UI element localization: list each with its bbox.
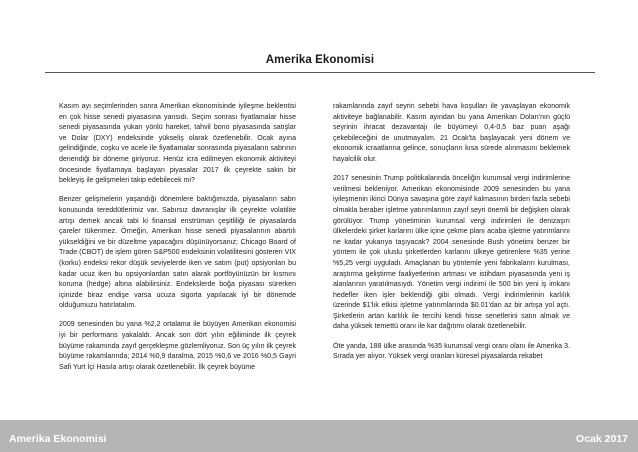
footer-date: Ocak 2017 bbox=[576, 433, 628, 445]
paragraph: Kasım ayı seçimlerinden sonra Amerikan ekonomisinde iyileşme beklentisi en çok hisse senedi piyasasına yansıdı. Seçim sonrası fiyatlamalar hisse senedi piyasasında yukarı yönlü hareket, tahvil bono piyasasında satışlar ve Dolar (DXY) endeksinde yükseliş olarak özetlenebilir. Ocak ayına gelindiğinde, coşku ve acele ile fiyatlamalar sonrasında piyasaların sabrının denendiği bir döneme giriyoruz. Henüz icra edilmeyen ekonomik aktiviteyi öncesinde fiyatlamaya başlayan piyasalar 2017 ilk çeyrekte sakin bir bekleyiş ile gelişmeleri takip edebilecek mi? bbox=[59, 103, 296, 185]
paragraph: Benzer gelişmelerin yaşandığı dönemlere baktığımızda, piyasaların sabrı konusunda tereddütlerimiz var. Sabırsız davranışlar ilk çeyrekte volatilite artışı demek ancak tabi ki finansal enstrüman çeşitliliği ile piyasalarda çareler tükenmez. Örneğin, Amerikan hisse senedi piyasalarının abartılı yükseldiğini ve bir düzeltme yapacağını düşünüyorsanız; Chicago Board of Trade (CBOT) de işlem gören S&P500 endeksinin volatilitesini gösteren VIX (korku) endeksi rekor düşük seviyelerde iken ve satım (put) opsiyonları bu kadar ucuz iken bu opsiyonlardan satın alarak portföyünüzün bir kısmını koruma (hedge) altına alabilirsiniz. Endekslerde boğa piyasası sürerken içinizde biraz endişe varsa ucuza sigorta yapılacak iyi bir dönemde olduğumuzu hatırlatalım. bbox=[59, 196, 296, 310]
paragraph: Öte yanda, 188 ülke arasında %35 kurumsal vergi oranı olanı ile Amerika 3. Sırada yer alıyor. Yüksek vergi oranları küresel piyasalarda rekabet bbox=[333, 342, 570, 361]
document-header bbox=[45, 53, 595, 77]
right-column bbox=[333, 102, 570, 371]
left-column bbox=[59, 102, 296, 382]
title-underline bbox=[45, 72, 595, 73]
document-title: Amerika Ekonomisi bbox=[265, 54, 375, 66]
page-footer bbox=[0, 420, 638, 452]
paragraph: rakamlarında zayıf seyrin sebebi hava koşulları ile yavaşlayan ekonomik aktiviteye bağlanabilir. Kasım ayından bu yana Amerikan Doları'nın güçlü seyrinin ihracat dezavantajı ile büyümeyi 0,4-0,5 baz puan aşağı çekebileceğini de unutmayalım. 21 Ocak'ta başlayacak yeni dönem ve ekonomik icraatlarına gelince, sonuçların kısa sürede alınmasını beklemek hayalcilik olur. bbox=[333, 103, 570, 163]
paragraph: 2017 senesinin Trump politikalarında önceliğin kurumsal vergi indirimlerine verilmesi bekleniyor. Amerikan ekonomisinde 2009 senesinden bu yana iyileşmenin ikinci Dünya savaşına göre zayıf kalmasının birden fazla sebebi olmakla beraber işletme yatırımlarının zayıf seyri önemli bir değişken olarak görülüyor. Trump yönetiminin kurumsal vergi indirimleri ile denizaşırı ülkelerdeki şirket karlarını ülke içine çekme planı acaba işletme yatırımlarını ne kadar yukarıya taşıyacak? 2004 senesinde Bush yönetimi benzer bir yöntem ile çok uluslu şirketlerden karlarını ülkeye getirenlere %35 yerine %5,25 vergi uyguladı. Amaçlanan bu yöntemle yeni fabrikaların kurulması, araştırma geliştirme faaliyetlerinin artması ve istihdam piyasasında yeni iş alanlarının yaratılmasıydı. Yönetim vergi indirimi ile 500 bin yeni iş imkanı hedefler iken işler beklendiği gibi olmadı. Vergi indirimlerinin karlılık üzerinde $1'lık etkisi işletme yatırımlarında $0.01'dan az bir artışa yol açtı. Şirketlerin artan karlılık ile tercihi kendi hisse senetlerini satın almak ve daha yüksek temettü oranı ile kar dağıtımı olarak özetlenebilir. bbox=[333, 175, 570, 331]
paragraph: 2009 senesinden bu yana %2,2 ortalama ile büyüyen Amerikan ekonomisi iyi bir performans yakalaldı. Ancak son dört yılın eğiliminde ilk çeyrek büyüme rakamında zayıf gerçekleşme gözlemliyoruz. Son üç yılın ilk çeyrek büyüme rakamlarında; 2014 %0,9 daralma, 2015 %0,6 ve 2016 %0,5 Gayri Safi Yurt İçi Hasıla artışı olarak özetlenebilir. İlk çeyrek büyüme bbox=[59, 321, 296, 371]
footer-publication-title: Amerika Ekonomisi bbox=[9, 433, 107, 445]
